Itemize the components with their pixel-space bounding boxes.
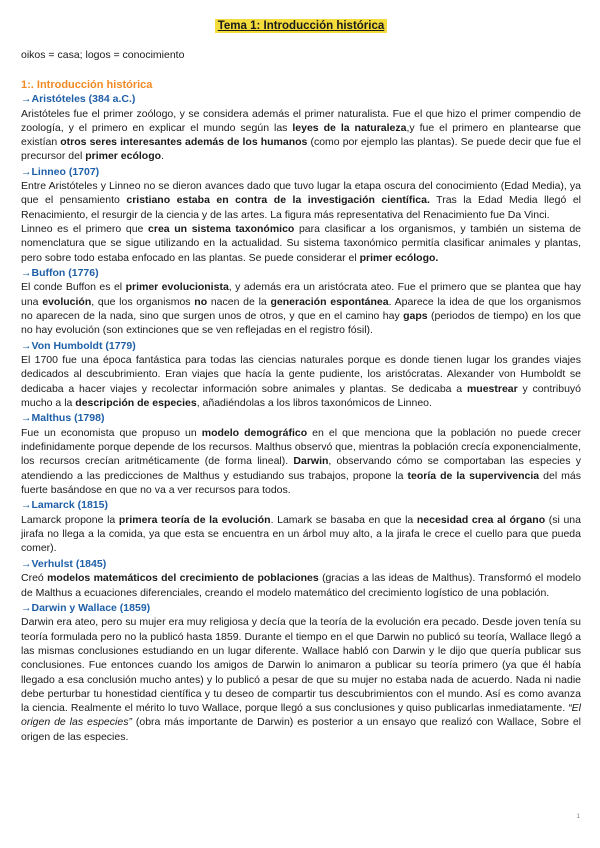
bold-text: teoría de la supervivencia: [407, 469, 540, 482]
bold-text: evolución: [42, 295, 92, 308]
page-number: 1: [576, 814, 580, 820]
entry-heading: →Verhulst (1845): [21, 557, 107, 570]
entry-paragraph: [21, 571, 581, 600]
text-run: Fue un economista que propuso un: [21, 426, 202, 439]
text-run: (obra más importante de Darwin) es posterior a un ensayo que realizó con Wallace, Sobre el origen de las especies.: [21, 716, 581, 743]
entry-paragraph: [21, 107, 581, 164]
text-run: Entre Aristóteles y Linneo no se dieron avances dado que tuvo lugar la etapa oscura del conocimiento (Edad Media), ya que el pensamiento: [21, 180, 581, 207]
entry-paragraph: [21, 513, 581, 556]
entry-heading: →Linneo (1707): [21, 165, 100, 178]
bold-text: no: [194, 295, 208, 308]
text-run: del más fuerte basándose en que no va a ver recursos para todos.: [21, 469, 581, 497]
text-run: y contribuyó mucho a la: [21, 382, 582, 410]
entry-heading: →Aristóteles (384 a.C.): [21, 93, 136, 105]
bold-text: necesidad crea al órgano: [416, 513, 546, 526]
bold-text: generación espontánea: [270, 295, 389, 308]
text-run: , añadiéndolas a los libros taxonómicos de Linneo.: [196, 397, 432, 410]
text-run: ,y fue el primero en plantearse que existían: [21, 121, 581, 149]
text-run: . Lamark se basaba en que la: [270, 513, 417, 526]
text-run: Creó: [21, 572, 48, 585]
bold-text: gaps: [403, 310, 428, 323]
bold-text: otros seres interesantes además de los humanos: [60, 136, 308, 149]
entry-paragraph: [21, 353, 581, 410]
bold-text: descripción de especies: [75, 397, 197, 410]
entry-heading: →Darwin y Wallace (1859): [21, 601, 151, 614]
text-run: , observando cómo se comportaban las especies y atendiendo a las predicciones de Malthus y estudiando sus trabajos, propone la: [21, 455, 581, 482]
bold-text: primer ecólogo: [85, 150, 162, 163]
text-run: . Aparece la idea de que los organismos no aparecen de la nada, sino que surgen unos de otros, y que en el camino hay: [21, 295, 581, 323]
text-run: (gracias a las ideas de Malthus). Transformó el modelo de Malthus a ecuaciones diferenciales, creando el modelo matemático del crecimiento logístico de una población.: [21, 572, 581, 599]
entry-heading: →Von Humboldt (1779): [21, 339, 136, 352]
text-run: Tras la Edad Media llegó el Renacimiento, el resurgir de la ciencia y de las artes. La figura más representativa del Renacimiento fue Da Vinci.: [21, 194, 581, 221]
document-title: Tema 1: Introducción histórica: [215, 19, 388, 33]
text-run: nacen de la: [207, 295, 271, 308]
bold-text: primer ecólogo.: [359, 251, 439, 264]
text-run: , y además era un aristócrata ateo. Fue el primero que se plantea que hay una: [21, 281, 581, 308]
bold-text: muestrear: [466, 382, 518, 395]
entry-heading: →Buffon (1776): [21, 266, 99, 279]
text-run: en el que menciona que la población no puede crecer indefinidamente porque depende de los recursos. Malthus observó que, mientras la población crecía exponencialmente, los recursos crecían aritméticamente (de forma lineal).: [21, 426, 581, 468]
entry-heading: →Malthus (1798): [21, 412, 105, 425]
text-run: Darwin era ateo, pero su mujer era muy religiosa y decía que la teoría de la evolución era pecado. Desde joven tenía su teoría formulada pero no la publicó hasta 1859. Durante el tiempo en el que Darwin no publicó su teoría, Wallace llegó a las mismas conclusiones estudiando en un lugar diferente. Wallace habló con Darwin y le dijo que quería publicar sus conclusiones. Fue entonces cuando los amigos de Darwin lo animaron a publicar su teoría primero (ya que él había llegado a esa conclusión mucho antes) y lo publicó a pesar de que su mujer no estaba nada de acuerdo. Nada ni nadie debe perturbar tu honestidad científica y tu deseo de compartir tus descubrimientos con el mundo. Así es como avanza la ciencia. Realmente el mérito lo tuvo Wallace, porque llegó a sus conclusiones y quiso publicarlas inmediatamente.: [21, 616, 581, 715]
entries-list: [21, 92, 581, 744]
text-run: para clasificar a los organismos, y también un sistema de nomenclatura que se sigue utilizando en la actualidad. Su sistema taxonómico permitía clasificar animales y plantas, pero sobre todo estaba enfocado en las plantas. Se puede considerar el: [21, 223, 581, 264]
text-run: (si una jirafa no llega a la comida, ya que esta se encuentra en un árbol muy alto, a la jirafa le crece el cuello para que pueda comer).: [21, 513, 581, 555]
entry-paragraph: [21, 426, 581, 497]
text-run: Lamarck propone la: [21, 513, 119, 526]
text-run: Aristóteles fue el primer zoólogo, y se considera además el primer naturalista. Fue el que hizo el primer compendio de zoología, y el primero en explicar el mundo según las: [21, 107, 581, 134]
text-run: (como por ejemplo las plantas). Se puede decir que fue el precursor del: [21, 136, 581, 163]
text-run: , que los organismos: [91, 295, 195, 308]
entry-heading: →Lamarck (1815): [21, 499, 108, 512]
bold-text: primera teoría de la evolución: [118, 513, 271, 526]
entry-paragraph: [21, 280, 581, 337]
text-run: El 1700 fue una época fantástica para todas las ciencias naturales porque es donde tienen lugar los grandes viajes dedicados al descubrimiento. Eran viajes que hacía la gente pudiente, los aristócratas. Alexander von Humboldt se dedicaba a hacer viajes y recolectar información sobre animales y plantas. Se dedicaba a: [21, 354, 581, 395]
italic-text: “El origen de las especies”: [21, 702, 581, 729]
text-run: .: [161, 150, 164, 163]
document-page: [21, 16, 581, 745]
entry-paragraph: [21, 222, 581, 265]
bold-text: leyes de la naturaleza: [292, 121, 407, 134]
text-run: Linneo es el primero que: [21, 223, 149, 236]
bold-text: modelo demográfico: [201, 426, 308, 439]
bold-text: crea un sistema taxonómico: [148, 223, 295, 236]
bold-text: primer evolucionista: [125, 281, 229, 294]
entry-paragraph: [21, 179, 581, 222]
title-wrap: [21, 16, 581, 34]
text-run: (periodos de tiempo) en los que no hay evolución (son extinciones que se ven reflejadas en el registro fósil).: [21, 310, 581, 337]
etymology-definition: oikos = casa; logos = conocimiento: [21, 49, 185, 61]
entry-paragraph: [21, 615, 581, 744]
bold-text: Darwin: [293, 455, 329, 468]
bold-text: cristiano estaba en contra de la investigación científica.: [126, 194, 430, 207]
text-run: El conde Buffon es el: [21, 281, 126, 294]
section-heading: 1:. Introducción histórica: [21, 79, 153, 91]
bold-text: modelos matemáticos del crecimiento de poblaciones: [47, 572, 319, 585]
